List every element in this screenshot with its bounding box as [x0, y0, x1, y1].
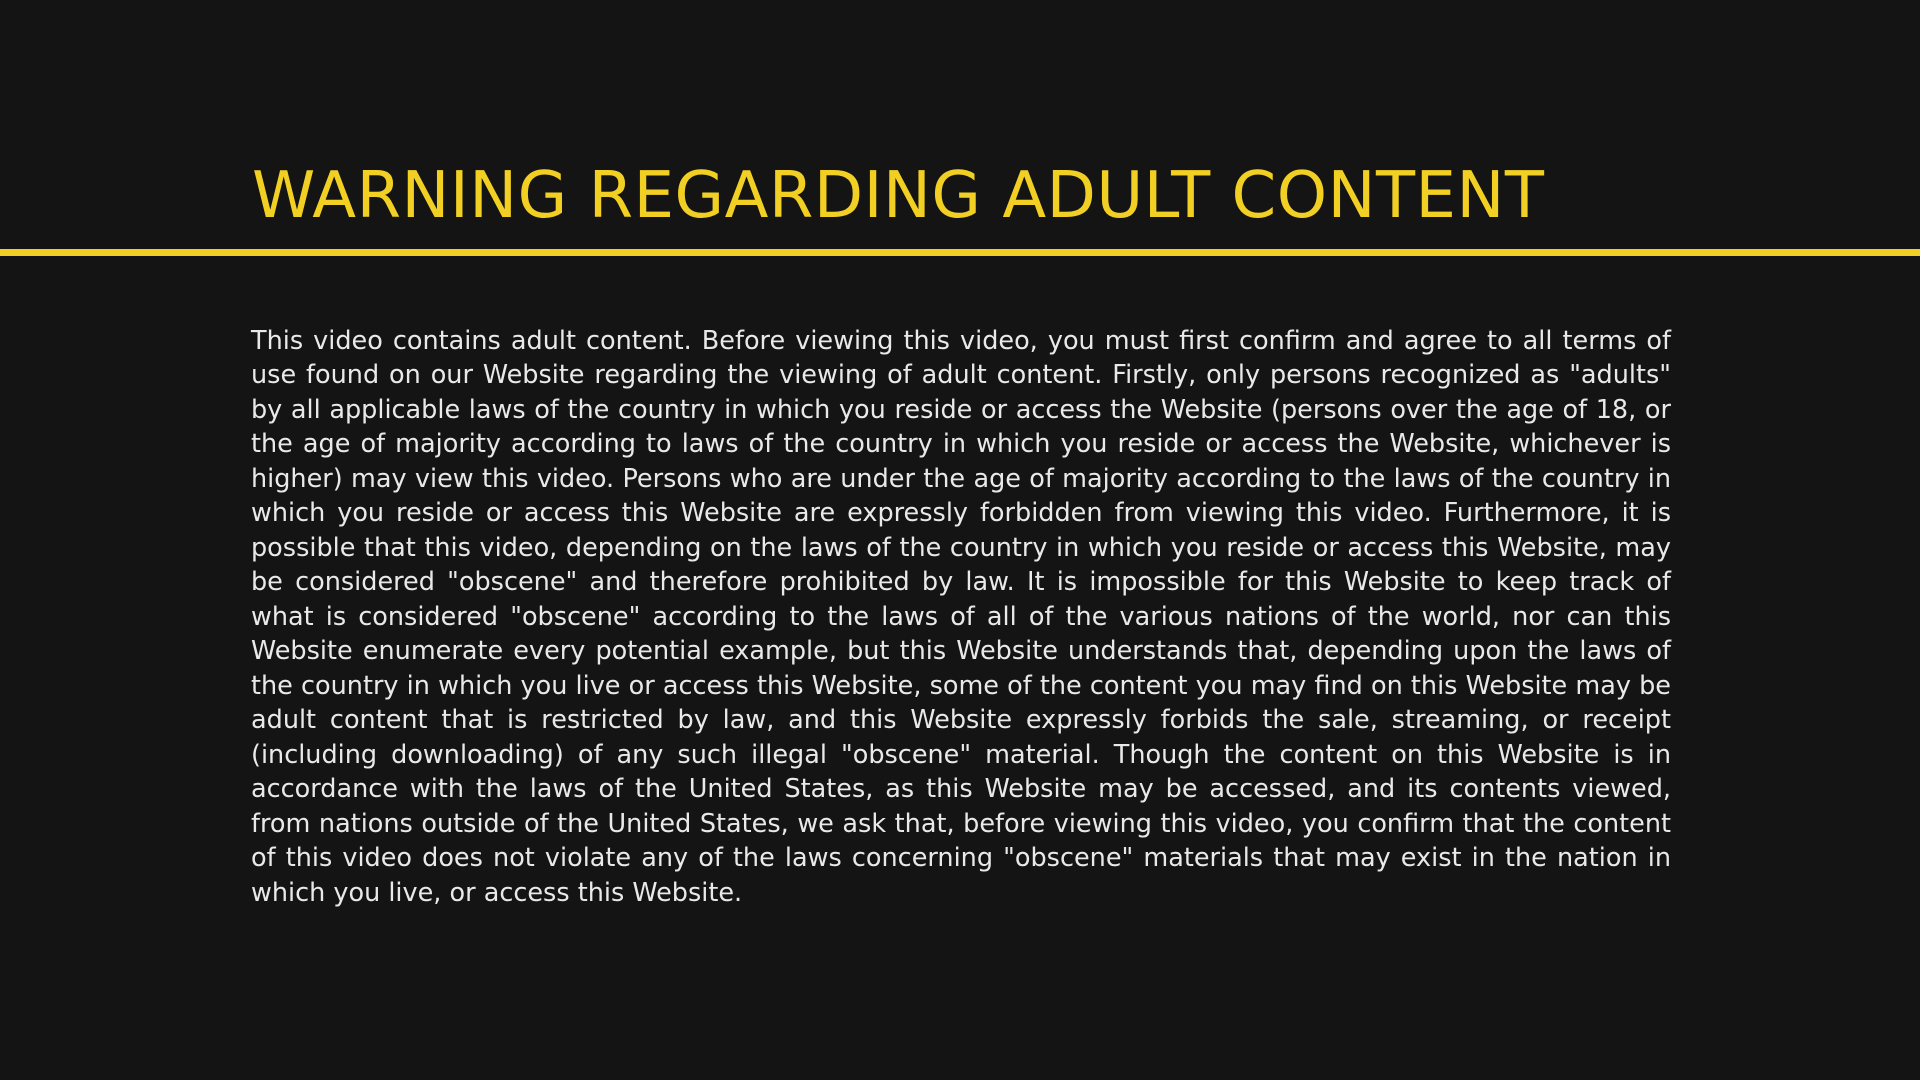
title-divider	[0, 249, 1920, 256]
page-title: WARNING REGARDING ADULT CONTENT	[252, 158, 1545, 233]
warning-body-text: This video contains adult content. Before viewing this video, you must first confirm and agree to all terms of use found on our Website regarding the viewing of adult content. Firstly, only persons recognized as "adults" by all applicable laws of the country in which you reside or access the Website (persons over the age of 18, or the age of majority according to laws of the country in which you reside or access the Website, whichever is higher) may view this video. Persons who are under the age of majority according to the laws of the country in which you reside or access this Website are expressly forbidden from viewing this video. Furthermore, it is possible that this video, depending on the laws of the country in which you reside or access this Website, may be considered "obscene" and therefore prohibited by law. It is impossible for this Website to keep track of what is considered "obscene" according to the laws of all of the various nations of the world, nor can this Website enumerate every potential example, but this Website understands that, depending upon the laws of the country in which you live or access this Website, some of the content you may find on this Website may be adult content that is restricted by law, and this Website expressly forbids the sale, streaming, or receipt (including downloading) of any such illegal "obscene" material. Though the content on this Website is in accordance with the laws of the United States, as this Website may be accessed, and its contents viewed, from nations outside of the United States, we ask that, before viewing this video, you confirm that the content of this video does not violate any of the laws concerning "obscene" materials that may exist in the nation in which you live, or access this Website.	[251, 325, 1671, 908]
